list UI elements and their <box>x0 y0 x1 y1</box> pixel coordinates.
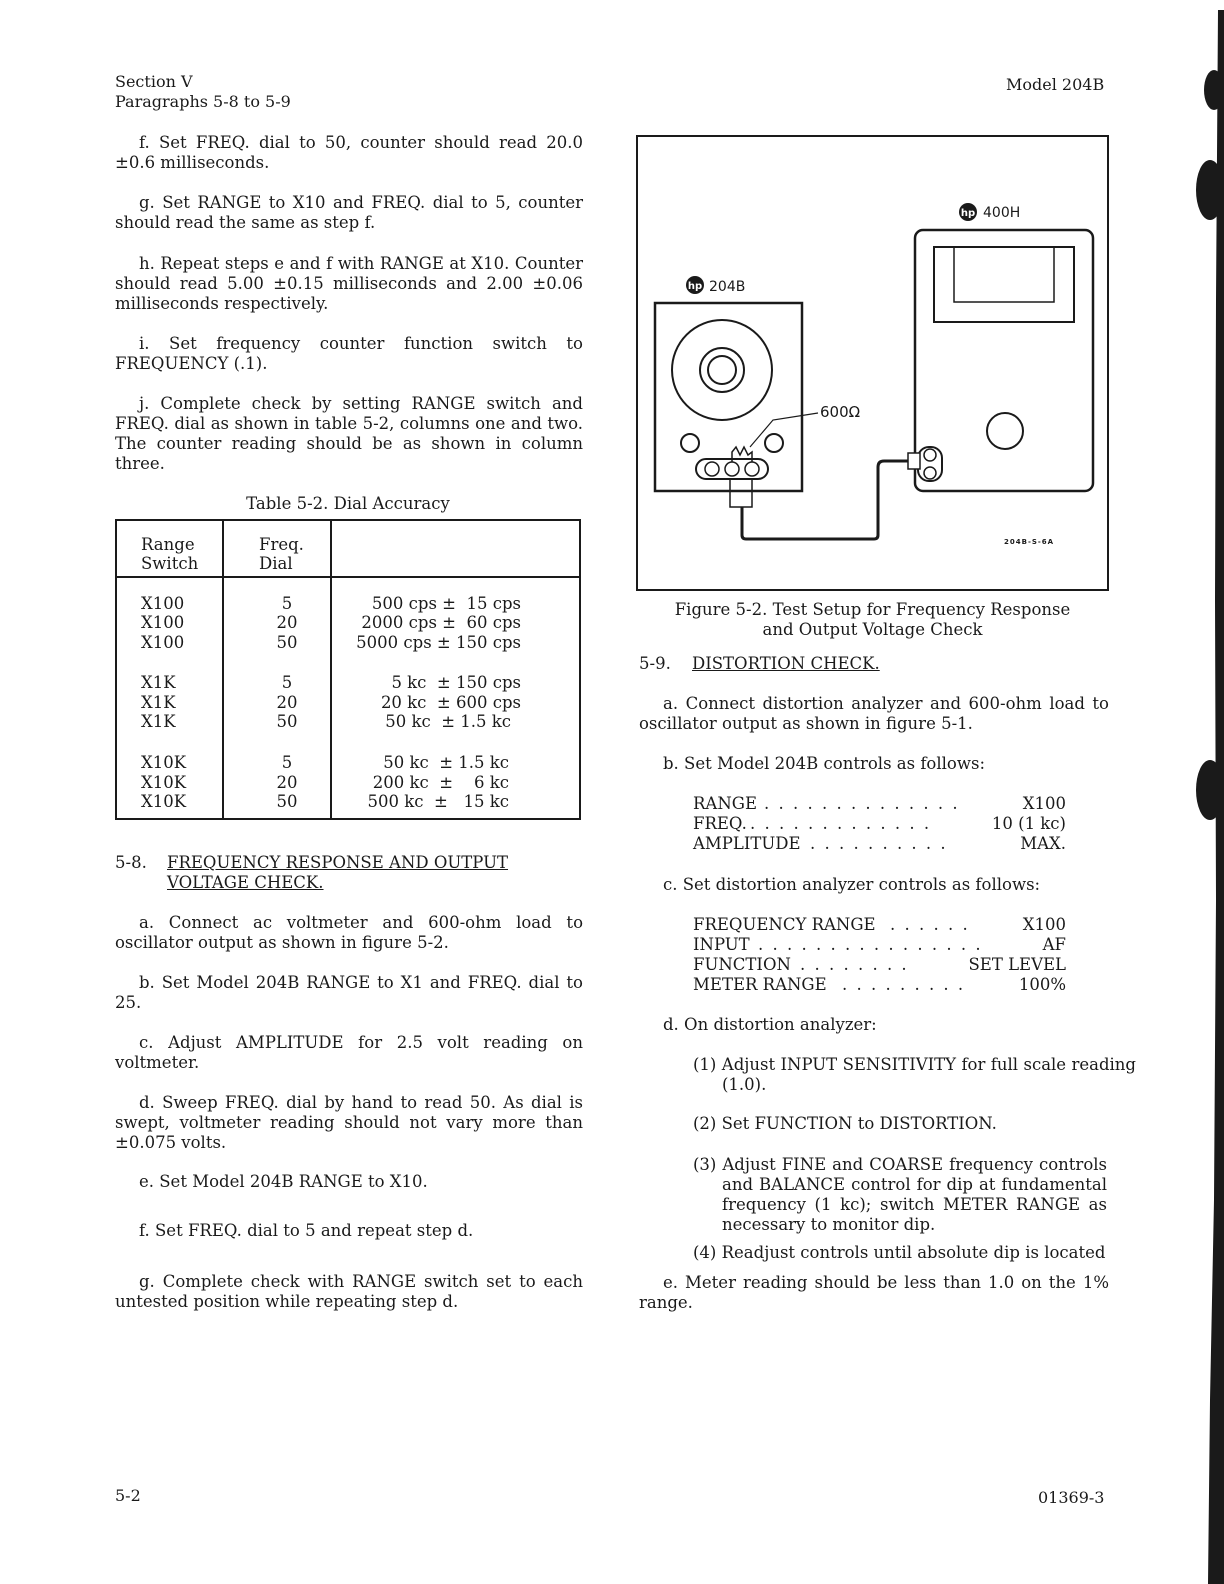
oscillator-dial-outer <box>672 320 772 420</box>
table-cell-range: X100 <box>141 594 185 613</box>
figure-5-2 <box>636 135 1109 591</box>
table-cell-accuracy: 2000 cps ± 60 cps <box>361 613 521 632</box>
step-h: h. Repeat steps e and f with RANGE at X10. Counter should read 5.00 ±0.15 milliseconds and 2.00 ±0.06 milliseconds respectively. <box>115 254 583 313</box>
table-cell-dial: 20 <box>276 693 298 712</box>
section-59-step-c: c. Set distortion analyzer controls as follows: <box>663 875 1041 894</box>
figure-code: 204B-S-6A <box>1004 538 1055 546</box>
step-i: i. Set frequency counter function switch to FREQUENCY (.1). <box>115 334 583 373</box>
section-58-step-d: d. Sweep FREQ. dial by hand to read 50. As dial is swept, voltmeter reading should not vary more than ±0.075 volts. <box>115 1093 583 1152</box>
voltmeter-knob <box>987 413 1023 449</box>
section-59-step-e: e. Meter reading should be less than 1.0 on the 1% range. <box>639 1273 1109 1312</box>
oscillator-knob <box>765 434 783 452</box>
svg-text:hp: hp <box>960 208 976 219</box>
section-58-step-c: c. Adjust AMPLITUDE for 2.5 volt reading on voltmeter. <box>115 1033 583 1072</box>
table-cell-dial: 5 <box>281 753 293 772</box>
step-j: j. Complete check by setting RANGE switch and FREQ. dial as shown in table 5-2, columns one and two. The counter reading should be as shown in column three. <box>115 394 583 473</box>
section-58-step-b: b. Set Model 204B RANGE to X1 and FREQ. dial to 25. <box>115 973 583 1012</box>
section-59-step-d4: (4) Readjust controls until absolute dip is located <box>693 1243 1106 1262</box>
paragraphs-label: Paragraphs 5-8 to 5-9 <box>115 92 291 111</box>
section-59-step-d2: (2) Set FUNCTION to DISTORTION. <box>693 1114 997 1133</box>
table-cell-range: X1K <box>141 712 176 731</box>
scan-edge-shadow <box>1180 0 1224 1584</box>
output-terminal <box>725 462 739 476</box>
output-terminal <box>745 462 759 476</box>
table-cell-range: X1K <box>141 693 176 712</box>
table-cell-range: X10K <box>141 753 187 772</box>
table-cell-accuracy: 5000 cps ± 150 cps <box>356 633 521 652</box>
voltmeter-400h-body <box>915 230 1093 491</box>
table-cell-dial: 50 <box>276 792 298 811</box>
table-cell-accuracy: 5 kc ± 150 cps <box>391 673 521 692</box>
setting-name: AMPLITUDE <box>693 834 801 853</box>
voltmeter-meter-window <box>934 247 1074 322</box>
oscillator-dial-knob <box>700 348 744 392</box>
load-label: 600Ω <box>820 403 861 421</box>
header-range: Range <box>141 535 195 554</box>
output-terminal <box>705 462 719 476</box>
section-59-step-d1: (1) Adjust INPUT SENSITIVITY for full scale reading (1.0). <box>693 1055 1136 1094</box>
table-cell-accuracy: 50 kc ± 1.5 kc <box>385 712 511 731</box>
load-label-leader <box>750 413 818 447</box>
voltmeter-label: 400H <box>983 205 1021 221</box>
setting-leader-dots: . . . . . . . . . . . . . . <box>764 794 960 813</box>
setting-name: RANGE <box>693 794 758 813</box>
table-cell-accuracy: 50 kc ± 1.5 kc <box>383 753 509 772</box>
table-cell-dial: 50 <box>276 712 298 731</box>
hp-logo-icon <box>686 276 704 294</box>
oscillator-label: 204B <box>709 279 746 295</box>
header-switch: Switch <box>141 554 199 573</box>
voltmeter-meter-face <box>954 247 1054 302</box>
table-cell-dial: 5 <box>281 673 293 692</box>
section-58-title-line1: FREQUENCY RESPONSE AND OUTPUT <box>167 853 509 872</box>
setting-name: FUNCTION <box>693 955 791 974</box>
table-cell-dial: 20 <box>276 773 298 792</box>
setting-value: 100% <box>1018 975 1066 994</box>
table-cell-accuracy: 500 kc ± 15 kc <box>367 792 509 811</box>
jack-terminal <box>924 467 936 479</box>
section-58-step-a: a. Connect ac voltmeter and 600-ohm load to oscillator output as shown in figure 5-2. <box>115 913 583 952</box>
oscillator-dial-knob-inner <box>708 356 736 384</box>
table-divider <box>330 521 332 818</box>
setting-value: X100 <box>1022 794 1066 813</box>
table-cell-range: X1K <box>141 673 176 692</box>
table-cell-accuracy: 20 kc ± 600 cps <box>380 693 521 712</box>
section-58-step-f: f. Set FREQ. dial to 5 and repeat step d. <box>139 1221 474 1240</box>
section-59-number: 5-9. <box>639 654 671 673</box>
section-58-title-line2: VOLTAGE CHECK. <box>167 873 324 892</box>
setting-value: AF <box>1042 935 1066 954</box>
test-setup-diagram <box>638 137 1107 589</box>
cable-plug <box>908 453 920 469</box>
section-58-step-e: e. Set Model 204B RANGE to X10. <box>139 1172 428 1191</box>
hp-logo-icon <box>959 203 977 221</box>
setting-leader-dots: . . . . . . . . . . . . . <box>750 814 932 833</box>
table-cell-dial: 5 <box>281 594 293 613</box>
section-59-step-d3: (3) Adjust FINE and COARSE frequency controls and BALANCE control for dip at fundamental frequency (1 kc); switch METER RANGE as necessary to monitor dip. <box>693 1155 1107 1234</box>
header-dial: Dial <box>259 554 293 573</box>
section-58-number: 5-8. <box>115 853 147 872</box>
section-58-step-g: g. Complete check with RANGE switch set to each untested position while repeating step d. <box>115 1272 583 1311</box>
setting-leader-dots: . . . . . . . . . . <box>810 834 948 853</box>
setting-name: FREQUENCY RANGE <box>693 915 876 934</box>
section-59-title: DISTORTION CHECK. <box>692 654 880 673</box>
voltmeter-input-jack <box>918 447 942 481</box>
step-f: f. Set FREQ. dial to 50, counter should read 20.0 ±0.6 milliseconds. <box>115 133 583 172</box>
model-label: Model 204B <box>1006 75 1105 94</box>
table-cell-range: X10K <box>141 773 187 792</box>
table-header-rule <box>117 576 579 578</box>
section-59-step-b: b. Set Model 204B controls as follows: <box>663 754 986 773</box>
table-caption: Table 5-2. Dial Accuracy <box>246 494 450 513</box>
table-cell-dial: 20 <box>276 613 298 632</box>
setting-leader-dots: . . . . . . . . <box>800 955 909 974</box>
setting-name: FREQ. <box>693 814 747 833</box>
oscillator-knob <box>681 434 699 452</box>
setting-value: 10 (1 kc) <box>991 814 1066 833</box>
figure-caption-line1: Figure 5-2. Test Setup for Frequency Response <box>674 600 1071 619</box>
setting-value: SET LEVEL <box>968 955 1066 974</box>
setting-value: MAX. <box>1020 834 1066 853</box>
document-number: 01369-3 <box>1038 1488 1105 1507</box>
cable-adapter <box>730 479 752 507</box>
jack-terminal <box>924 449 936 461</box>
section-label: Section V <box>115 72 193 91</box>
table-cell-range: X100 <box>141 633 185 652</box>
table-cell-range: X100 <box>141 613 185 632</box>
svg-text:hp: hp <box>687 281 703 292</box>
figure-caption-line2: and Output Voltage Check <box>762 620 983 639</box>
section-59-step-a: a. Connect distortion analyzer and 600-ohm load to oscillator output as shown in figure 5-1. <box>639 694 1109 733</box>
section-59-step-d: d. On distortion analyzer: <box>663 1015 877 1034</box>
setting-value: X100 <box>1022 915 1066 934</box>
setting-name: METER RANGE <box>693 975 827 994</box>
table-cell-accuracy: 200 kc ± 6 kc <box>372 773 509 792</box>
table-cell-dial: 50 <box>276 633 298 652</box>
table-cell-accuracy: 500 cps ± 15 cps <box>371 594 521 613</box>
table-cell-range: X10K <box>141 792 187 811</box>
page-number: 5-2 <box>115 1486 141 1505</box>
dial-accuracy-table <box>115 519 581 820</box>
setting-leader-dots: . . . . . . . . . . . . . . . . <box>758 935 983 954</box>
setting-leader-dots: . . . . . . <box>890 915 970 934</box>
step-g: g. Set RANGE to X10 and FREQ. dial to 5, counter should read the same as step f. <box>115 193 583 232</box>
setting-leader-dots: . . . . . . . . . <box>842 975 966 994</box>
header-freq: Freq. <box>259 535 304 554</box>
setting-name: INPUT <box>693 935 750 954</box>
table-divider <box>222 521 224 818</box>
